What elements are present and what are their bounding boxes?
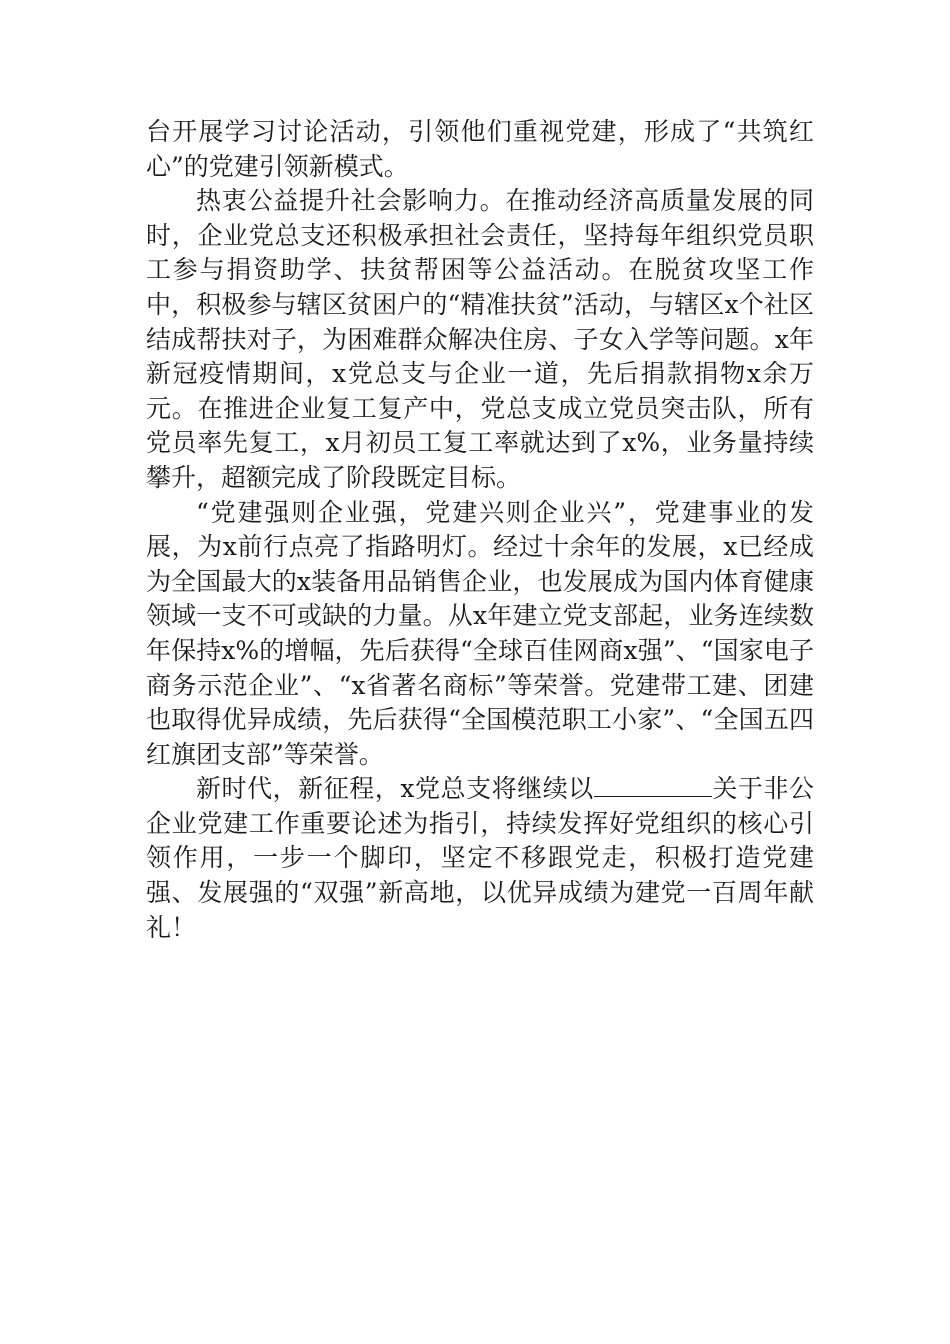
paragraph-text-after-blank: 关于非公企业党建工作重要论述为指引，持续发挥好党组织的核心引领作用，一步一个脚印，坚定不移跟党走，积极打造党建强、发展强的“双强”新高地，以优异成绩为建党一百周年献礼！	[146, 774, 814, 942]
blank-underline	[594, 795, 712, 797]
paragraph-party-building-development: “党建强则企业强，党建兴则企业兴”，党建事业的发展，为x前行点亮了指路明灯。经过十余年的发展，x已经成为全国最大的x装备用品销售企业，也发展成为国内体育健康领域一支不可或缺的力量。从x年建立党支部起，业务连续数年保持x%的增幅，先后获得“全球百佳网商x强”、“国家电子商务示范企业”、“x省著名商标”等荣誉。党建带工建、团建也取得优异成绩，先后获得“全国模范职工小家”、“全国五四红旗团支部”等荣誉。	[146, 497, 814, 769]
document-body	[146, 115, 814, 945]
paragraph-continued: 台开展学习讨论活动，引领他们重视党建，形成了“共筑红心”的党建引领新模式。	[146, 117, 814, 181]
paragraph-text-before-blank: 新时代，新征程，x党总支将继续以	[196, 774, 594, 804]
paragraph-public-welfare: 热衷公益提升社会影响力。在推动经济高质量发展的同时，企业党总支还积极承担社会责任，坚持每年组织党员职工参与捐资助学、扶贫帮困等公益活动。在脱贫攻坚工作中，积极参与辖区贫困户的“精准扶贫”活动，与辖区x个社区结成帮扶对子，为困难群众解决住房、子女入学等问题。x年新冠疫情期间，x党总支与企业一道，先后捐款捐物x余万元。在推进企业复工复产中，党总支成立党员突击队，所有党员率先复工，x月初员工复工率就达到了x%，业务量持续攀升，超额完成了阶段既定目标。	[146, 186, 814, 492]
paragraph-new-era	[146, 772, 814, 945]
